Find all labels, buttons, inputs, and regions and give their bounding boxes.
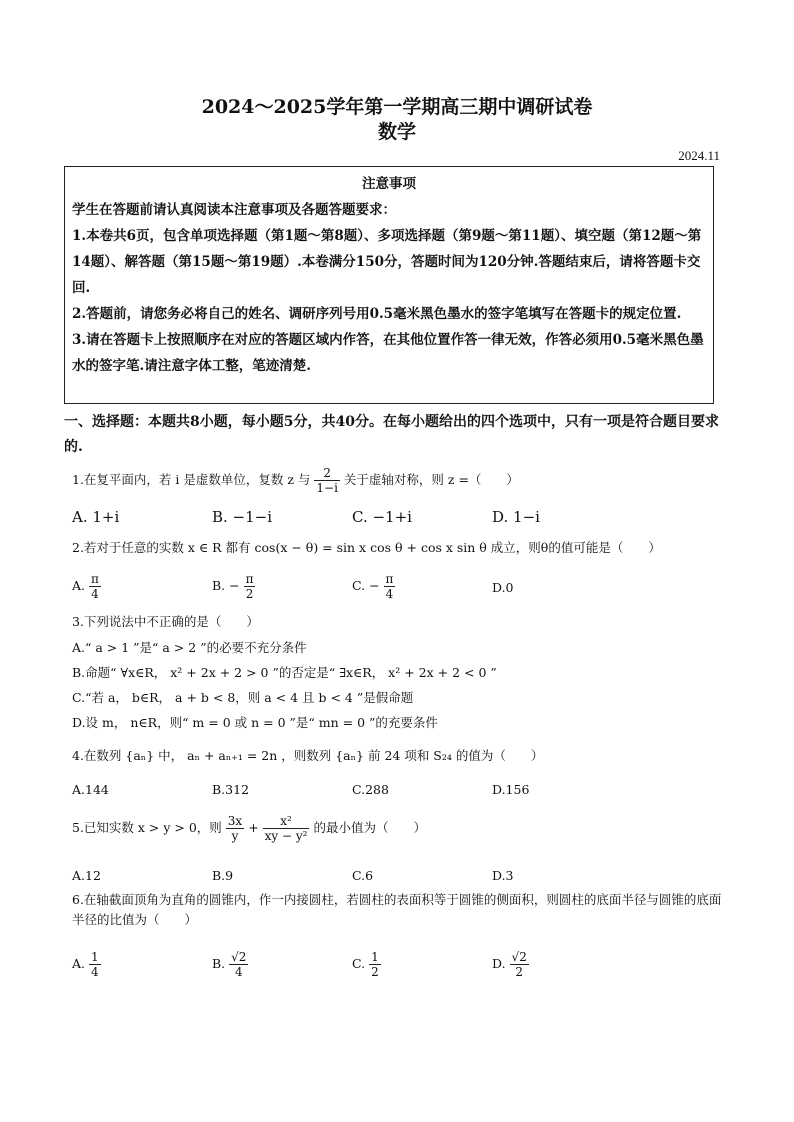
q6-d-label: D. xyxy=(492,956,506,971)
q5-f1-den: y xyxy=(231,829,239,843)
q6-a-num: 1 xyxy=(91,950,99,964)
q6-d-num: √2 xyxy=(511,950,527,964)
notice-heading: 注意事项 xyxy=(362,176,416,192)
question-2-stem: 2.若对于任意的实数 x ∈ R 都有 cos(x − θ) = sin x cos θ + cos x sin θ 成立，则θ的值可能是（ ） xyxy=(72,540,661,555)
exam-subject: 数学 xyxy=(377,121,416,143)
q5-f2-den: xy − y² xyxy=(264,829,308,843)
q5-f1-num: 3x xyxy=(227,814,243,828)
q2-a-label: A. xyxy=(72,578,86,593)
exam-title: 2024～2025学年第一学期高三期中调研试卷 xyxy=(201,96,593,118)
q6-option-c xyxy=(352,950,381,979)
q5-stem-part1: 5.已知实数 x > y > 0，则 xyxy=(72,820,222,835)
q5-option-c: C.6 xyxy=(352,868,374,883)
q5-fraction-1 xyxy=(226,814,244,843)
notice-item-3: 3.请在答题卡上按照顺序在对应的答题区域内作答，在其他位置作答一律无效，作答必须用0.5毫米黑色墨水的签字笔.请注意字体工整，笔迹清楚. xyxy=(72,332,704,374)
q6-c-num: 1 xyxy=(371,950,379,964)
q4-option-c: C.288 xyxy=(352,782,389,797)
q5-option-b: B.9 xyxy=(212,868,234,883)
q2-option-d: D.0 xyxy=(492,580,514,595)
q6-b-den: 4 xyxy=(234,965,243,979)
q6-a-den: 4 xyxy=(91,965,99,979)
question-6-stem: 6.在轴截面顶角为直角的圆锥内，作一内接圆柱，若圆柱的表面积等于圆锥的侧面积，则圆柱的底面半径与圆锥的底面半径的比值为（ ） xyxy=(72,892,722,927)
notice-item-2: 2.答题前，请您务必将自己的姓名、调研序列号用0.5毫米黑色墨水的签字笔填写在答题卡的规定位置. xyxy=(72,306,682,322)
q6-option-d xyxy=(492,950,529,979)
question-4-stem: 4.在数列 {aₙ} 中， aₙ + aₙ₊₁ = 2n ，则数列 {aₙ} 前 24 项和 S₂₄ 的值为（ ） xyxy=(72,748,544,763)
q6-option-a xyxy=(72,950,101,979)
q4-option-a: A.144 xyxy=(72,782,109,797)
q6-a-label: A. xyxy=(72,956,86,971)
notice-item-1: 1.本卷共6页，包含单项选择题（第1题～第8题）、多项选择题（第9题～第11题）、填空题（第12题～第14题）、解答题（第15题～第19题）.本卷满分150分，答题时间为120分钟.答题结束后，请将答题卡交回. xyxy=(72,228,702,296)
q1-option-c: C. −1+i xyxy=(352,508,412,526)
question-5-stem xyxy=(72,814,426,843)
notice-box xyxy=(64,166,714,404)
q1-fraction xyxy=(314,466,340,495)
q2-option-a xyxy=(72,572,101,601)
q3-option-a: A.“ a > 1 ”是“ a > 2 ”的必要不充分条件 xyxy=(72,640,307,655)
q6-c-den: 2 xyxy=(371,965,379,979)
q6-c-label: C. xyxy=(352,956,366,971)
section-heading: 一、选择题：本题共8小题，每小题5分，共40分。在每小题给出的四个选项中，只有一项是符合题目要求的. xyxy=(64,414,719,455)
q3-option-b: B.命题“ ∀x∈R， x² + 2x + 2 > 0 ”的否定是“ ∃x∈R， x² + 2x + 2 < 0 ” xyxy=(72,665,497,680)
q2-b-den: 2 xyxy=(245,587,254,601)
q6-b-num: √2 xyxy=(231,950,247,964)
q3-option-d: D.设 m， n∈R，则“ m = 0 或 n = 0 ”是“ mn = 0 ”的充要条件 xyxy=(72,715,438,730)
question-1-stem xyxy=(72,466,519,495)
q1-frac-denominator: 1−i xyxy=(316,481,338,495)
q3-option-c: C.“若 a， b∈R， a + b < 8，则 a < 4 且 b < 4 ”是假命题 xyxy=(72,690,414,705)
q2-a-num: π xyxy=(91,572,99,586)
q6-d-den: 2 xyxy=(515,965,523,979)
exam-date: 2024.11 xyxy=(678,148,720,163)
q2-option-c xyxy=(352,572,395,601)
q1-frac-numerator: 2 xyxy=(314,466,340,481)
q2-a-den: 4 xyxy=(91,587,99,601)
notice-intro: 学生在答题前请认真阅读本注意事项及各题答题要求： xyxy=(72,202,396,218)
q1-stem-part1: 1.在复平面内，若 i 是虚数单位，复数 z 与 xyxy=(72,472,311,487)
q6-b-label: B. xyxy=(212,956,226,971)
q5-plus: + xyxy=(248,820,259,835)
q2-b-label: B. − xyxy=(212,578,240,593)
q1-stem-part2: 关于虚轴对称，则 z =（ ） xyxy=(343,472,519,487)
q6-option-b xyxy=(212,950,248,979)
q4-option-d: D.156 xyxy=(492,782,530,797)
q1-option-a: A. 1+i xyxy=(72,508,120,526)
q2-b-num: π xyxy=(245,572,254,586)
q2-c-num: π xyxy=(385,572,394,586)
q5-option-a: A.12 xyxy=(72,868,101,883)
q2-c-label: C. − xyxy=(352,578,380,593)
q4-option-b: B.312 xyxy=(212,782,250,797)
question-3-stem: 3.下列说法中不正确的是（ ） xyxy=(72,614,259,629)
q5-stem-part2: 的最小值为（ ） xyxy=(313,820,426,835)
q5-fraction-2 xyxy=(263,814,310,843)
q2-c-den: 4 xyxy=(385,587,394,601)
q5-option-d: D.3 xyxy=(492,868,514,883)
q2-option-b xyxy=(212,572,255,601)
q5-f2-num: x² xyxy=(263,814,310,829)
q1-option-d: D. 1−i xyxy=(492,508,540,526)
q1-option-b: B. −1−i xyxy=(212,508,273,526)
